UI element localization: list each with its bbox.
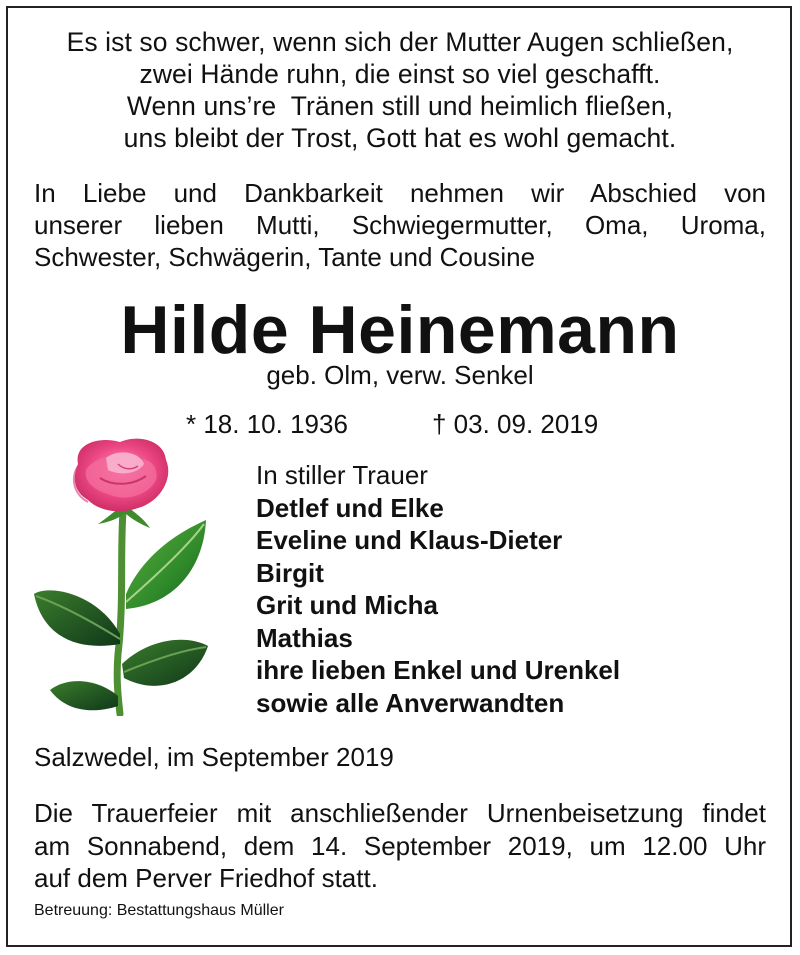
birth-date: * 18. 10. 1936: [186, 409, 348, 439]
poem-line: Wenn uns’re Tränen still und heimlich fließen,: [126, 91, 674, 121]
poem-line: zwei Hände ruhn, die einst so viel geschafft.: [139, 59, 661, 89]
mourners-heading: In stiller Trauer: [256, 460, 428, 490]
funeral-line: auf dem Perver Friedhof statt.: [34, 863, 378, 893]
poem-line: uns bleibt der Trost, Gott hat es wohl gemacht.: [123, 123, 677, 153]
poem: [20, 26, 780, 154]
maiden-name: geb. Olm, verw. Senkel: [266, 360, 534, 390]
mourner-name: Grit und Micha: [256, 590, 438, 620]
mourner-name: Eveline und Klaus-Dieter: [256, 525, 563, 555]
funeral-line: am Sonnabend, dem 14. September 2019, um 12.00 Uhr: [34, 830, 766, 861]
death-date: † 03. 09. 2019: [432, 409, 599, 439]
farewell-line: unserer lieben Mutti, Schwiegermutter, Oma, Uroma,: [34, 210, 766, 240]
farewell-text: [34, 177, 766, 273]
mourner-name: sowie alle Anverwandten: [256, 687, 565, 718]
funeral-line: Die Trauerfeier mit anschließender Urnenbeisetzung findet: [34, 798, 766, 828]
poem-line: Es ist so schwer, wenn sich der Mutter Augen schließen,: [66, 27, 734, 57]
funeral-details: [34, 797, 766, 895]
place-date: Salzwedel, im September 2019: [34, 742, 394, 772]
farewell-line: In Liebe und Dankbarkeit nehmen wir Abschied von: [34, 178, 766, 208]
mourners-list: [256, 459, 776, 719]
mourner-name: Detlef und Elke: [256, 492, 444, 523]
farewell-line: Schwester, Schwägerin, Tante und Cousine: [34, 242, 536, 272]
deceased-name: Hilde Heinemann: [120, 292, 680, 368]
mourner-name: Birgit: [256, 557, 324, 588]
rose-image: [28, 434, 228, 716]
mourner-name: Mathias: [256, 622, 353, 653]
funeral-home-credit: Betreuung: Bestattungshaus Müller: [34, 902, 284, 919]
mourner-name: ihre lieben Enkel und Urenkel: [256, 655, 621, 685]
